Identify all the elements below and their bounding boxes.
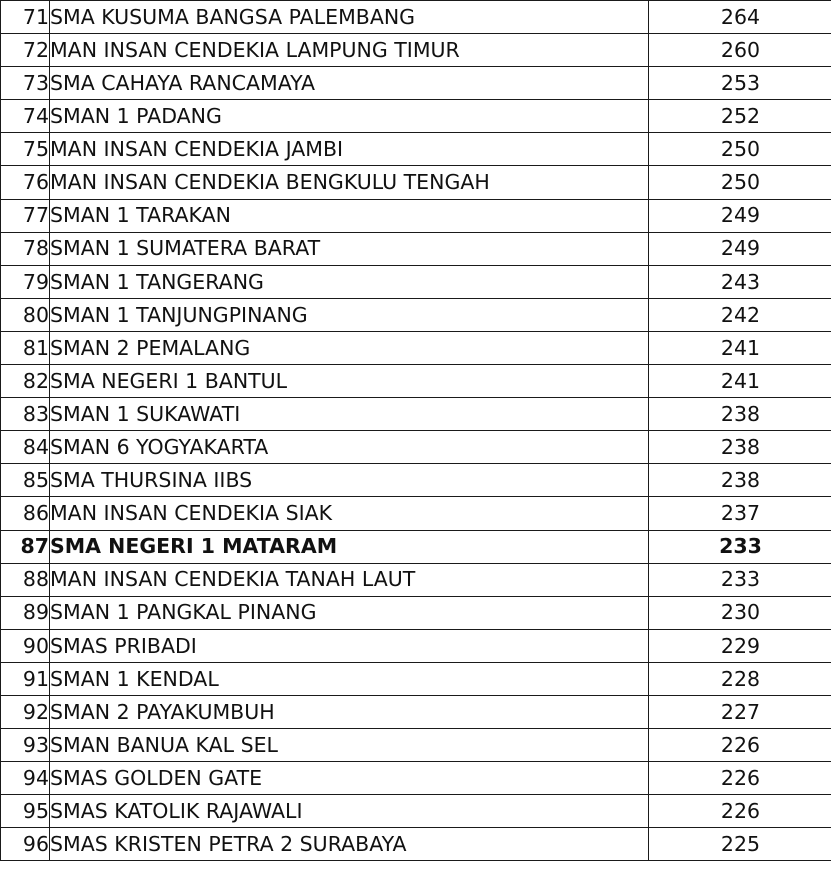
table-row xyxy=(1,762,831,795)
rank-cell: 85 xyxy=(1,464,50,497)
school-name-cell: SMAS PRIBADI xyxy=(50,629,649,662)
table-row xyxy=(1,662,831,695)
score-cell: 250 xyxy=(649,133,831,166)
table-row xyxy=(1,265,831,298)
rank-cell: 89 xyxy=(1,596,50,629)
school-name-cell: SMAN 1 TARAKAN xyxy=(50,199,649,232)
school-name-cell: SMAN 1 SUMATERA BARAT xyxy=(50,232,649,265)
score-cell: 250 xyxy=(649,166,831,199)
table-row xyxy=(1,232,831,265)
score-cell: 238 xyxy=(649,464,831,497)
table-row xyxy=(1,497,831,530)
rank-cell: 71 xyxy=(1,1,50,34)
score-cell: 225 xyxy=(649,828,831,861)
table-body xyxy=(1,1,831,861)
table-row xyxy=(1,398,831,431)
school-name-cell: SMAN 2 PAYAKUMBUH xyxy=(50,695,649,728)
score-cell: 243 xyxy=(649,265,831,298)
score-cell: 249 xyxy=(649,199,831,232)
rank-cell: 94 xyxy=(1,762,50,795)
score-cell: 226 xyxy=(649,795,831,828)
table-row xyxy=(1,133,831,166)
score-cell: 238 xyxy=(649,398,831,431)
school-name-cell: SMAN 1 TANJUNGPINANG xyxy=(50,298,649,331)
table-row xyxy=(1,331,831,364)
rank-cell: 78 xyxy=(1,232,50,265)
rank-cell: 74 xyxy=(1,100,50,133)
score-cell: 228 xyxy=(649,662,831,695)
table-row xyxy=(1,1,831,34)
school-name-cell: MAN INSAN CENDEKIA TANAH LAUT xyxy=(50,563,649,596)
rank-cell: 91 xyxy=(1,662,50,695)
rank-cell: 81 xyxy=(1,331,50,364)
table-row xyxy=(1,729,831,762)
school-name-cell: SMAN 1 TANGERANG xyxy=(50,265,649,298)
school-name-cell: SMAN 1 SUKAWATI xyxy=(50,398,649,431)
table-row xyxy=(1,795,831,828)
school-name-cell: SMAS KATOLIK RAJAWALI xyxy=(50,795,649,828)
rank-cell: 76 xyxy=(1,166,50,199)
school-name-cell: SMA KUSUMA BANGSA PALEMBANG xyxy=(50,1,649,34)
rank-cell: 77 xyxy=(1,199,50,232)
table-row xyxy=(1,67,831,100)
rank-cell: 92 xyxy=(1,695,50,728)
school-name-cell: SMA CAHAYA RANCAMAYA xyxy=(50,67,649,100)
table-row xyxy=(1,563,831,596)
score-cell: 237 xyxy=(649,497,831,530)
school-name-cell: SMAN 2 PEMALANG xyxy=(50,331,649,364)
score-cell: 230 xyxy=(649,596,831,629)
score-cell: 241 xyxy=(649,331,831,364)
table-row xyxy=(1,199,831,232)
rank-cell: 90 xyxy=(1,629,50,662)
school-name-cell: SMAS GOLDEN GATE xyxy=(50,762,649,795)
table-row xyxy=(1,431,831,464)
school-name-cell: SMAN 1 PANGKAL PINANG xyxy=(50,596,649,629)
table-row xyxy=(1,464,831,497)
score-cell: 249 xyxy=(649,232,831,265)
score-cell: 233 xyxy=(649,530,831,563)
school-name-cell: SMAN BANUA KAL SEL xyxy=(50,729,649,762)
rank-cell: 95 xyxy=(1,795,50,828)
score-cell: 242 xyxy=(649,298,831,331)
school-name-cell: SMA NEGERI 1 BANTUL xyxy=(50,365,649,398)
rank-cell: 86 xyxy=(1,497,50,530)
score-cell: 229 xyxy=(649,629,831,662)
school-name-cell: MAN INSAN CENDEKIA LAMPUNG TIMUR xyxy=(50,34,649,67)
table-row xyxy=(1,629,831,662)
school-name-cell: SMA THURSINA IIBS xyxy=(50,464,649,497)
school-name-cell: MAN INSAN CENDEKIA SIAK xyxy=(50,497,649,530)
score-cell: 226 xyxy=(649,729,831,762)
rank-cell: 72 xyxy=(1,34,50,67)
school-name-cell: MAN INSAN CENDEKIA BENGKULU TENGAH xyxy=(50,166,649,199)
rank-cell: 82 xyxy=(1,365,50,398)
rank-cell: 96 xyxy=(1,828,50,861)
score-cell: 241 xyxy=(649,365,831,398)
score-cell: 233 xyxy=(649,563,831,596)
rank-cell: 84 xyxy=(1,431,50,464)
table-row xyxy=(1,100,831,133)
score-cell: 260 xyxy=(649,34,831,67)
table-row xyxy=(1,530,831,563)
rank-cell: 75 xyxy=(1,133,50,166)
score-cell: 238 xyxy=(649,431,831,464)
school-name-cell: SMAS KRISTEN PETRA 2 SURABAYA xyxy=(50,828,649,861)
table-row xyxy=(1,365,831,398)
school-name-cell: SMA NEGERI 1 MATARAM xyxy=(50,530,649,563)
rank-cell: 93 xyxy=(1,729,50,762)
school-name-cell: SMAN 6 YOGYAKARTA xyxy=(50,431,649,464)
table-row xyxy=(1,828,831,861)
rank-cell: 79 xyxy=(1,265,50,298)
rank-cell: 80 xyxy=(1,298,50,331)
rank-cell: 88 xyxy=(1,563,50,596)
table-row xyxy=(1,596,831,629)
rank-cell: 73 xyxy=(1,67,50,100)
table-row xyxy=(1,298,831,331)
table-row xyxy=(1,166,831,199)
score-cell: 252 xyxy=(649,100,831,133)
table-row xyxy=(1,695,831,728)
school-name-cell: SMAN 1 PADANG xyxy=(50,100,649,133)
rank-cell: 83 xyxy=(1,398,50,431)
table-row xyxy=(1,34,831,67)
rank-cell: 87 xyxy=(1,530,50,563)
school-name-cell: MAN INSAN CENDEKIA JAMBI xyxy=(50,133,649,166)
school-name-cell: SMAN 1 KENDAL xyxy=(50,662,649,695)
score-cell: 227 xyxy=(649,695,831,728)
score-cell: 253 xyxy=(649,67,831,100)
score-cell: 264 xyxy=(649,1,831,34)
score-cell: 226 xyxy=(649,762,831,795)
